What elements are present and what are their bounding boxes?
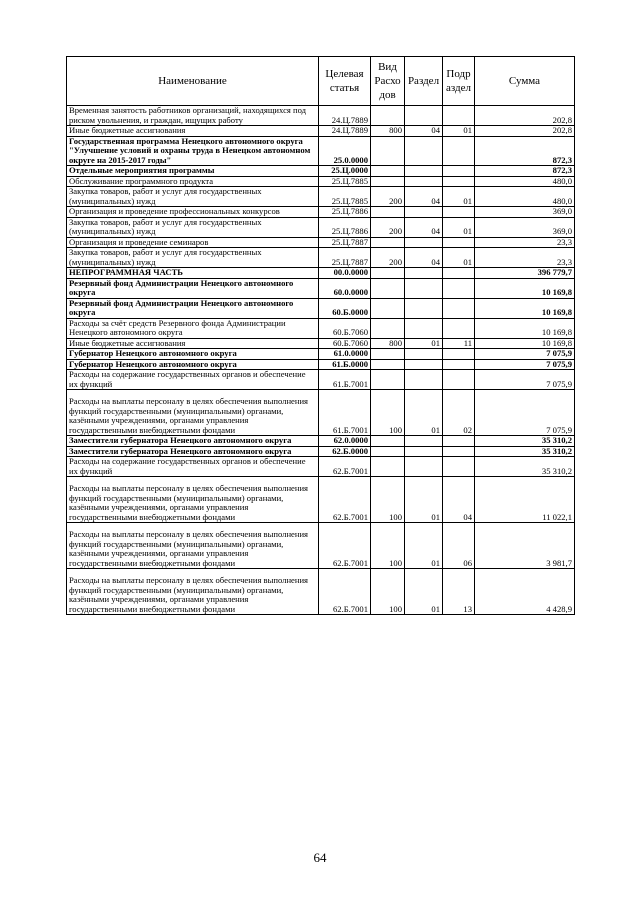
cell-code: 61.Б.7001 bbox=[319, 370, 371, 390]
cell-sum: 480,0 bbox=[475, 187, 575, 207]
cell-name: НЕПРОГРАММНАЯ ЧАСТЬ bbox=[67, 268, 319, 279]
budget-table bbox=[66, 56, 575, 615]
cell-vid bbox=[371, 298, 405, 318]
cell-podrazdel bbox=[443, 207, 475, 218]
cell-vid bbox=[371, 457, 405, 477]
cell-code: 25.Ц.7885 bbox=[319, 176, 371, 187]
cell-sum: 7 075,9 bbox=[475, 359, 575, 370]
cell-podrazdel bbox=[443, 176, 475, 187]
cell-sum: 7 075,9 bbox=[475, 349, 575, 360]
table-row bbox=[67, 338, 575, 349]
cell-vid: 100 bbox=[371, 523, 405, 569]
cell-sum: 10 169,8 bbox=[475, 298, 575, 318]
cell-podrazdel bbox=[443, 237, 475, 248]
cell-vid bbox=[371, 166, 405, 177]
cell-podrazdel: 01 bbox=[443, 187, 475, 207]
cell-sum: 396 779,7 bbox=[475, 268, 575, 279]
header-row bbox=[67, 57, 575, 106]
cell-name: Временная занятость работников организаций, находящихся под риском увольнения, и граждан, ищущих работу bbox=[67, 106, 319, 126]
table-row bbox=[67, 569, 575, 615]
cell-vid bbox=[371, 359, 405, 370]
cell-name: Расходы на выплаты персоналу в целях обеспечения выполнения функций государственными (муниципальными) органами, казёнными учреждениями, органами управления государственными внебюджетными фондами bbox=[67, 390, 319, 436]
cell-name: Государственная программа Ненецкого автономного округа "Улучшение условий и охраны труда в Ненецком автономном округе на 2015-2017 годы" bbox=[67, 136, 319, 166]
cell-sum: 10 169,8 bbox=[475, 318, 575, 338]
cell-name: Расходы на выплаты персоналу в целях обеспечения выполнения функций государственными (муниципальными) органами, казёнными учреждениями, органами управления государственными внебюджетными фондами bbox=[67, 477, 319, 523]
header-podrazdel: Подр аздел bbox=[443, 57, 475, 106]
cell-vid: 800 bbox=[371, 126, 405, 137]
cell-code: 60.Б.7060 bbox=[319, 318, 371, 338]
cell-razdel bbox=[405, 207, 443, 218]
cell-vid bbox=[371, 436, 405, 447]
cell-razdel bbox=[405, 457, 443, 477]
cell-name: Заместители губернатора Ненецкого автономного округа bbox=[67, 446, 319, 457]
cell-razdel: 04 bbox=[405, 187, 443, 207]
cell-razdel: 04 bbox=[405, 126, 443, 137]
cell-podrazdel: 01 bbox=[443, 217, 475, 237]
table-row bbox=[67, 248, 575, 268]
cell-sum: 11 022,1 bbox=[475, 477, 575, 523]
cell-podrazdel bbox=[443, 349, 475, 360]
cell-sum: 369,0 bbox=[475, 207, 575, 218]
table-row bbox=[67, 477, 575, 523]
cell-razdel bbox=[405, 106, 443, 126]
cell-sum: 7 075,9 bbox=[475, 390, 575, 436]
cell-razdel: 01 bbox=[405, 390, 443, 436]
cell-code: 62.Б.7001 bbox=[319, 477, 371, 523]
cell-name: Губернатор Ненецкого автономного округа bbox=[67, 359, 319, 370]
cell-podrazdel bbox=[443, 166, 475, 177]
cell-name: Закупка товаров, работ и услуг для государственных (муниципальных) нужд bbox=[67, 187, 319, 207]
cell-vid: 800 bbox=[371, 338, 405, 349]
cell-sum: 872,3 bbox=[475, 136, 575, 166]
cell-podrazdel bbox=[443, 359, 475, 370]
cell-code: 61.Б.0000 bbox=[319, 359, 371, 370]
cell-code: 60.Б.7060 bbox=[319, 338, 371, 349]
table-row bbox=[67, 359, 575, 370]
cell-podrazdel bbox=[443, 298, 475, 318]
cell-sum: 23,3 bbox=[475, 237, 575, 248]
table-row bbox=[67, 349, 575, 360]
cell-razdel: 01 bbox=[405, 338, 443, 349]
cell-name: Отдельные мероприятия программы bbox=[67, 166, 319, 177]
cell-name: Организация и проведение семинаров bbox=[67, 237, 319, 248]
cell-sum: 369,0 bbox=[475, 217, 575, 237]
cell-podrazdel: 02 bbox=[443, 390, 475, 436]
cell-razdel bbox=[405, 136, 443, 166]
cell-podrazdel bbox=[443, 268, 475, 279]
cell-vid bbox=[371, 207, 405, 218]
table-row bbox=[67, 390, 575, 436]
table-row bbox=[67, 457, 575, 477]
cell-razdel: 01 bbox=[405, 569, 443, 615]
cell-code: 62.Б.7001 bbox=[319, 523, 371, 569]
cell-code: 24.Ц.7889 bbox=[319, 106, 371, 126]
cell-code: 25.0.0000 bbox=[319, 136, 371, 166]
cell-code: 62.Б.0000 bbox=[319, 446, 371, 457]
cell-podrazdel: 11 bbox=[443, 338, 475, 349]
cell-podrazdel bbox=[443, 106, 475, 126]
cell-name: Резервный фонд Администрации Ненецкого автономного округа bbox=[67, 278, 319, 298]
cell-razdel bbox=[405, 176, 443, 187]
cell-code: 61.Б.7001 bbox=[319, 390, 371, 436]
cell-vid bbox=[371, 349, 405, 360]
cell-name: Расходы на выплаты персоналу в целях обеспечения выполнения функций государственными (муниципальными) органами, казёнными учреждениями, органами управления государственными внебюджетными фондами bbox=[67, 523, 319, 569]
cell-razdel bbox=[405, 166, 443, 177]
cell-name: Резервный фонд Администрации Ненецкого автономного округа bbox=[67, 298, 319, 318]
cell-sum: 35 310,2 bbox=[475, 457, 575, 477]
table-row bbox=[67, 237, 575, 248]
cell-podrazdel bbox=[443, 457, 475, 477]
cell-vid: 100 bbox=[371, 569, 405, 615]
cell-podrazdel bbox=[443, 136, 475, 166]
table-row bbox=[67, 207, 575, 218]
cell-razdel bbox=[405, 268, 443, 279]
cell-vid: 200 bbox=[371, 248, 405, 268]
cell-vid bbox=[371, 446, 405, 457]
cell-razdel bbox=[405, 359, 443, 370]
cell-code: 61.0.0000 bbox=[319, 349, 371, 360]
cell-code: 25.Ц.0000 bbox=[319, 166, 371, 177]
cell-podrazdel bbox=[443, 446, 475, 457]
cell-razdel: 04 bbox=[405, 248, 443, 268]
cell-sum: 10 169,8 bbox=[475, 278, 575, 298]
cell-sum: 480,0 bbox=[475, 176, 575, 187]
cell-sum: 35 310,2 bbox=[475, 436, 575, 447]
cell-razdel: 04 bbox=[405, 217, 443, 237]
cell-sum: 7 075,9 bbox=[475, 370, 575, 390]
cell-name: Расходы за счёт средств Резервного фонда Администрации Ненецкого автономного округа bbox=[67, 318, 319, 338]
cell-sum: 10 169,8 bbox=[475, 338, 575, 349]
table-row bbox=[67, 523, 575, 569]
header-razdel: Раздел bbox=[405, 57, 443, 106]
cell-podrazdel bbox=[443, 370, 475, 390]
cell-razdel bbox=[405, 349, 443, 360]
cell-sum: 202,8 bbox=[475, 126, 575, 137]
cell-sum: 3 981,7 bbox=[475, 523, 575, 569]
header-code: Целевая статья bbox=[319, 57, 371, 106]
cell-vid: 200 bbox=[371, 187, 405, 207]
cell-sum: 4 428,9 bbox=[475, 569, 575, 615]
cell-code: 62.Б.7001 bbox=[319, 457, 371, 477]
cell-vid bbox=[371, 278, 405, 298]
cell-code: 24.Ц.7889 bbox=[319, 126, 371, 137]
cell-sum: 23,3 bbox=[475, 248, 575, 268]
table-row bbox=[67, 126, 575, 137]
cell-name: Обслуживание программного продукта bbox=[67, 176, 319, 187]
cell-razdel bbox=[405, 278, 443, 298]
cell-vid bbox=[371, 176, 405, 187]
header-vid: Вид Расхо дов bbox=[371, 57, 405, 106]
cell-code: 25.Ц.7887 bbox=[319, 237, 371, 248]
cell-name: Иные бюджетные ассигнования bbox=[67, 126, 319, 137]
cell-podrazdel: 01 bbox=[443, 248, 475, 268]
table-row bbox=[67, 446, 575, 457]
cell-razdel bbox=[405, 298, 443, 318]
cell-code: 60.0.0000 bbox=[319, 278, 371, 298]
table-row bbox=[67, 136, 575, 166]
cell-vid bbox=[371, 106, 405, 126]
cell-vid: 100 bbox=[371, 390, 405, 436]
header-sum: Сумма bbox=[475, 57, 575, 106]
cell-code: 60.Б.0000 bbox=[319, 298, 371, 318]
cell-code: 62.Б.7001 bbox=[319, 569, 371, 615]
page-number: 64 bbox=[313, 850, 327, 865]
cell-podrazdel: 04 bbox=[443, 477, 475, 523]
cell-razdel: 01 bbox=[405, 477, 443, 523]
table-row bbox=[67, 217, 575, 237]
cell-code: 62.0.0000 bbox=[319, 436, 371, 447]
cell-code: 00.0.0000 bbox=[319, 268, 371, 279]
cell-name: Организация и проведение профессиональных конкурсов bbox=[67, 207, 319, 218]
table-row bbox=[67, 278, 575, 298]
cell-name: Заместители губернатора Ненецкого автономного округа bbox=[67, 436, 319, 447]
table-row bbox=[67, 370, 575, 390]
table-row bbox=[67, 106, 575, 126]
cell-vid: 100 bbox=[371, 477, 405, 523]
cell-vid bbox=[371, 318, 405, 338]
cell-sum: 202,8 bbox=[475, 106, 575, 126]
cell-vid bbox=[371, 237, 405, 248]
cell-razdel bbox=[405, 370, 443, 390]
table-body bbox=[67, 106, 575, 615]
cell-podrazdel: 06 bbox=[443, 523, 475, 569]
cell-vid bbox=[371, 136, 405, 166]
table-row bbox=[67, 436, 575, 447]
cell-name: Иные бюджетные ассигнования bbox=[67, 338, 319, 349]
cell-vid bbox=[371, 268, 405, 279]
cell-podrazdel bbox=[443, 278, 475, 298]
cell-code: 25.Ц.7885 bbox=[319, 187, 371, 207]
cell-name: Закупка товаров, работ и услуг для государственных (муниципальных) нужд bbox=[67, 217, 319, 237]
cell-sum: 872,3 bbox=[475, 166, 575, 177]
table-row bbox=[67, 176, 575, 187]
table-row bbox=[67, 318, 575, 338]
cell-sum: 35 310,2 bbox=[475, 446, 575, 457]
table-row bbox=[67, 298, 575, 318]
cell-razdel bbox=[405, 318, 443, 338]
cell-name: Закупка товаров, работ и услуг для государственных (муниципальных) нужд bbox=[67, 248, 319, 268]
cell-razdel bbox=[405, 237, 443, 248]
cell-razdel bbox=[405, 436, 443, 447]
cell-podrazdel: 01 bbox=[443, 126, 475, 137]
cell-razdel: 01 bbox=[405, 523, 443, 569]
cell-name: Расходы на выплаты персоналу в целях обеспечения выполнения функций государственными (муниципальными) органами, казёнными учреждениями, органами управления государственными внебюджетными фондами bbox=[67, 569, 319, 615]
cell-code: 25.Ц.7886 bbox=[319, 207, 371, 218]
table-row bbox=[67, 268, 575, 279]
cell-podrazdel bbox=[443, 436, 475, 447]
cell-code: 25.Ц.7886 bbox=[319, 217, 371, 237]
cell-vid bbox=[371, 370, 405, 390]
cell-podrazdel bbox=[443, 318, 475, 338]
cell-podrazdel: 13 bbox=[443, 569, 475, 615]
cell-name: Расходы на содержание государственных органов и обеспечение их функций bbox=[67, 370, 319, 390]
table-row bbox=[67, 166, 575, 177]
cell-razdel bbox=[405, 446, 443, 457]
cell-name: Расходы на содержание государственных органов и обеспечение их функций bbox=[67, 457, 319, 477]
cell-code: 25.Ц.7887 bbox=[319, 248, 371, 268]
table-row bbox=[67, 187, 575, 207]
cell-name: Губернатор Ненецкого автономного округа bbox=[67, 349, 319, 360]
header-name: Наименование bbox=[67, 57, 319, 106]
cell-vid: 200 bbox=[371, 217, 405, 237]
